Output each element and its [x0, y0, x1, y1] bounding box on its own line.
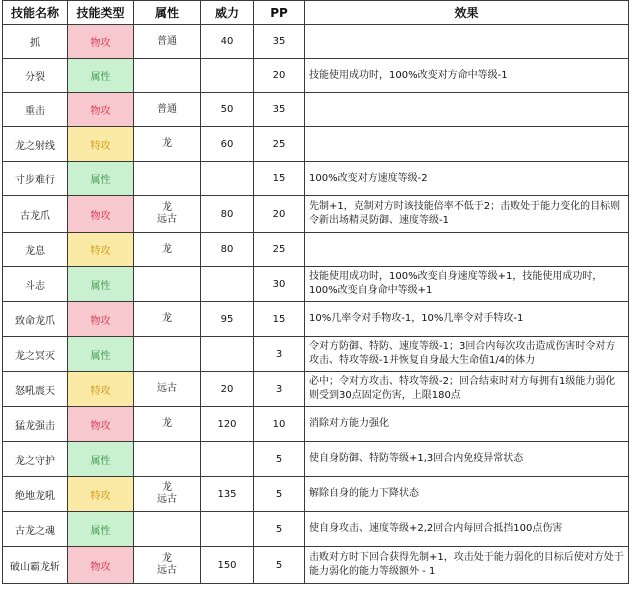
skill-name-cell: 绝地龙吼 [3, 477, 68, 512]
attribute-label: 普通 [157, 35, 177, 47]
table-row [3, 25, 629, 59]
table-row [3, 477, 629, 512]
effect-cell [305, 25, 629, 59]
effect-cell: 令对方防御、特防、速度等级-1；3回合内每次攻击造成伤害时令对方攻击、特攻等级-1并恢复自身最大生命值1/4的体力 [305, 337, 629, 372]
table-row [3, 337, 629, 372]
power-cell: 135 [201, 477, 254, 512]
effect-cell: 解除自身的能力下降状态 [305, 477, 629, 512]
attribute-label: 龙 [162, 313, 172, 324]
header-skill-type: 技能类型 [68, 1, 134, 25]
header-power: 威力 [201, 1, 254, 25]
pp-cell: 5 [254, 512, 305, 547]
attribute-label: 龙 [162, 553, 172, 564]
table-row [3, 407, 629, 442]
effect-cell: 先制+1，克制对方时该技能倍率不低于2；击败处于能力变化的目标则令新出场精灵防御、速度等级-1 [305, 196, 629, 233]
attribute-cell [134, 302, 201, 337]
skill-type-cell: 属性 [68, 162, 134, 196]
effect-cell: 消除对方能力强化 [305, 407, 629, 442]
skill-name-cell: 龙之冥灭 [3, 337, 68, 372]
attribute-label: 龙 [162, 202, 172, 213]
skill-table [2, 0, 629, 584]
pp-cell: 3 [254, 372, 305, 407]
skill-type-cell: 物攻 [68, 93, 134, 127]
table-row [3, 93, 629, 127]
attribute-cell [134, 442, 201, 477]
effect-cell: 使自身攻击、速度等级+2,2回合内每回合抵挡100点伤害 [305, 512, 629, 547]
power-cell [201, 337, 254, 372]
attribute-cell [134, 372, 201, 407]
attribute-label: 远古 [157, 383, 177, 394]
skill-type-cell: 特攻 [68, 233, 134, 267]
table-row [3, 59, 629, 93]
effect-cell: 使自身防御、特防等级+1,3回合内免疫异常状态 [305, 442, 629, 477]
attribute-cell [134, 337, 201, 372]
skill-type-cell: 特攻 [68, 477, 134, 512]
attribute-cell [134, 196, 201, 233]
skill-type-cell: 属性 [68, 267, 134, 302]
attribute-cell [134, 547, 201, 584]
skill-name-cell: 分裂 [3, 59, 68, 93]
attribute-cell [134, 25, 201, 59]
effect-cell: 击败对方时下回合获得先制+1，攻击处于能力弱化的目标后使对方处于能力弱化的能力等级额外 - 1 [305, 547, 629, 584]
table-row [3, 196, 629, 233]
effect-cell: 技能使用成功时，100%改变自身速度等级+1，技能使用成功时，100%改变自身命中等级+1 [305, 267, 629, 302]
attribute-cell [134, 59, 201, 93]
pp-cell: 10 [254, 407, 305, 442]
attribute-cell [134, 233, 201, 267]
attribute-cell [134, 93, 201, 127]
attribute-cell [134, 162, 201, 196]
effect-cell: 100%改变对方速度等级-2 [305, 162, 629, 196]
skill-type-cell: 属性 [68, 59, 134, 93]
skill-type-cell: 物攻 [68, 196, 134, 233]
skill-name-cell: 重击 [3, 93, 68, 127]
header-attribute: 属性 [134, 1, 201, 25]
skill-type-cell: 物攻 [68, 547, 134, 584]
header-effect: 效果 [305, 1, 629, 25]
table-row [3, 372, 629, 407]
attribute-label: 普通 [157, 103, 177, 115]
table-row [3, 302, 629, 337]
table-header-row [3, 1, 629, 25]
skill-type-cell: 属性 [68, 442, 134, 477]
pp-cell: 15 [254, 302, 305, 337]
header-skill-name: 技能名称 [3, 1, 68, 25]
attribute-cell [134, 127, 201, 162]
power-cell [201, 162, 254, 196]
skill-type-cell: 属性 [68, 337, 134, 372]
attribute-cell [134, 407, 201, 442]
skill-name-cell: 寸步难行 [3, 162, 68, 196]
pp-cell: 20 [254, 59, 305, 93]
skill-name-cell: 猛龙强击 [3, 407, 68, 442]
pp-cell: 5 [254, 442, 305, 477]
attribute-label: 龙 [162, 482, 172, 493]
pp-cell: 25 [254, 233, 305, 267]
effect-cell [305, 233, 629, 267]
skill-type-cell: 特攻 [68, 372, 134, 407]
power-cell [201, 442, 254, 477]
table-row [3, 267, 629, 302]
attribute-label: 龙 [162, 418, 172, 429]
power-cell: 20 [201, 372, 254, 407]
skill-type-cell: 特攻 [68, 127, 134, 162]
table-body [3, 25, 629, 584]
attribute-label: 远古 [157, 494, 177, 505]
skill-type-cell: 物攻 [68, 407, 134, 442]
effect-cell [305, 93, 629, 127]
power-cell: 80 [201, 233, 254, 267]
attribute-label: 龙 [162, 138, 172, 149]
power-cell: 120 [201, 407, 254, 442]
skill-name-cell: 龙之射线 [3, 127, 68, 162]
skill-type-cell: 属性 [68, 512, 134, 547]
table-row [3, 547, 629, 584]
attribute-cell [134, 267, 201, 302]
pp-cell: 35 [254, 93, 305, 127]
skill-name-cell: 致命龙爪 [3, 302, 68, 337]
power-cell: 80 [201, 196, 254, 233]
power-cell [201, 512, 254, 547]
pp-cell: 35 [254, 25, 305, 59]
power-cell: 40 [201, 25, 254, 59]
pp-cell: 20 [254, 196, 305, 233]
header-pp: PP [254, 1, 305, 25]
skill-name-cell: 抓 [3, 25, 68, 59]
pp-cell: 3 [254, 337, 305, 372]
power-cell: 95 [201, 302, 254, 337]
table-row [3, 512, 629, 547]
effect-cell: 技能使用成功时，100%改变对方命中等级-1 [305, 59, 629, 93]
skill-type-cell: 物攻 [68, 302, 134, 337]
table-row [3, 127, 629, 162]
attribute-cell [134, 477, 201, 512]
effect-cell: 10%几率令对手物攻-1，10%几率令对手特攻-1 [305, 302, 629, 337]
skill-name-cell: 怒吼震天 [3, 372, 68, 407]
power-cell: 60 [201, 127, 254, 162]
effect-cell: 必中；令对方攻击、特攻等级-2；回合结束时对方每拥有1级能力弱化则受到30点固定伤害，上限180点 [305, 372, 629, 407]
table-row [3, 442, 629, 477]
skill-name-cell: 龙息 [3, 233, 68, 267]
attribute-label: 远古 [157, 565, 177, 576]
attribute-label: 龙 [162, 243, 172, 255]
attribute-label: 远古 [157, 214, 177, 225]
pp-cell: 5 [254, 547, 305, 584]
power-cell: 150 [201, 547, 254, 584]
pp-cell: 30 [254, 267, 305, 302]
effect-cell [305, 127, 629, 162]
skill-name-cell: 破山霸龙斩 [3, 547, 68, 584]
table-row [3, 233, 629, 267]
skill-type-cell: 物攻 [68, 25, 134, 59]
skill-name-cell: 斗志 [3, 267, 68, 302]
attribute-cell [134, 512, 201, 547]
table-row [3, 162, 629, 196]
power-cell: 50 [201, 93, 254, 127]
power-cell [201, 59, 254, 93]
power-cell [201, 267, 254, 302]
skill-name-cell: 古龙爪 [3, 196, 68, 233]
skill-name-cell: 古龙之魂 [3, 512, 68, 547]
pp-cell: 5 [254, 477, 305, 512]
pp-cell: 15 [254, 162, 305, 196]
skill-name-cell: 龙之守护 [3, 442, 68, 477]
pp-cell: 25 [254, 127, 305, 162]
